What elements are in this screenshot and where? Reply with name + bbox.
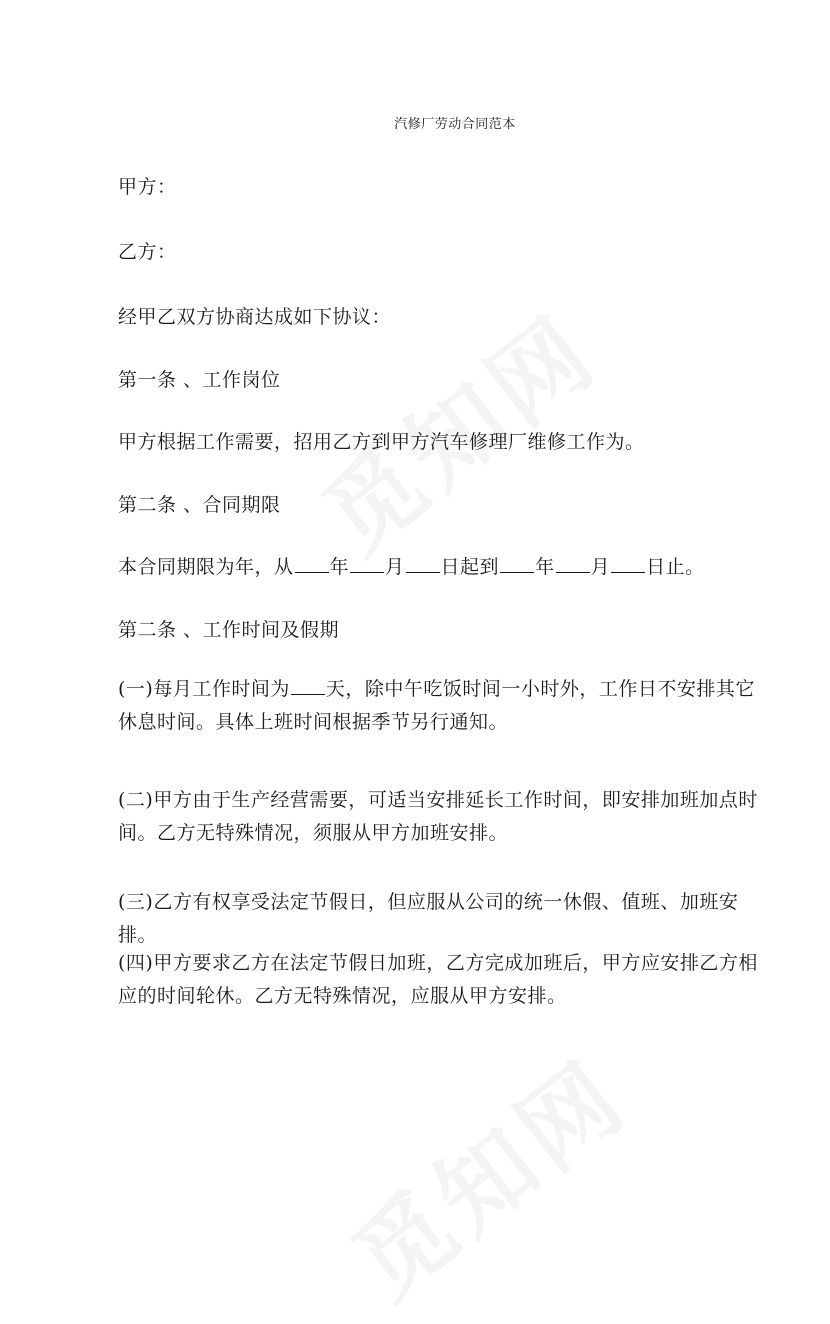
document-title: 汽修厂劳动合同范本 [394,117,516,132]
item-2-paragraph: (二)甲方由于生产经营需要，可适当安排延长工作时间，即安排加班加点时间。乙方无特殊情况，须服从甲方加班安排。 [118,789,758,844]
blank-field [500,554,534,573]
term-text-2: 年 [329,556,350,578]
intro-text: 经甲乙双方协商达成如下协议： [118,306,392,328]
term-text-4: 日起到 [440,556,500,578]
article-1-heading: 第一条 、工作岗位 [118,369,281,391]
article-2-heading: 第二条 、合同期限 [118,494,281,516]
article-1-text: 甲方根据工作需要，招用乙方到甲方汽车修理厂维修工作为。 [118,431,645,453]
blank-field [295,554,329,573]
blank-field [350,554,384,573]
party-b-label: 乙方： [118,241,177,263]
item-1-text-a: (一)每月工作时间为 [118,678,290,700]
term-text-6: 月 [590,556,611,578]
blank-field [406,554,440,573]
blank-field [291,676,325,695]
term-text-7: 日止。 [646,556,705,578]
item-4-paragraph: (四)甲方要求乙方在法定节假日加班，乙方完成加班后，甲方应安排乙方相应的时间轮休。乙方无特殊情况，应服从甲方安排。 [118,952,758,1007]
blank-field [556,554,590,573]
item-1-paragraph [118,673,758,739]
term-text-3: 月 [385,556,405,578]
article-3-heading: 第二条 、工作时间及假期 [118,619,340,641]
item-3-paragraph: (三)乙方有权享受法定节假日，但应服从公司的统一休假、值班、加班安排。 [118,891,739,946]
party-a-label: 甲方： [118,176,177,198]
term-text-1: 本合同期限为年，从 [118,556,294,578]
item-1-text-b: 天，除中午吃饭时间一小时外，工作日不安排其它休息时间。具体上班时间根据季节另行通知。 [118,678,755,733]
blank-field [611,554,645,573]
term-text-5: 年 [535,556,555,578]
contract-term-line [118,552,705,579]
